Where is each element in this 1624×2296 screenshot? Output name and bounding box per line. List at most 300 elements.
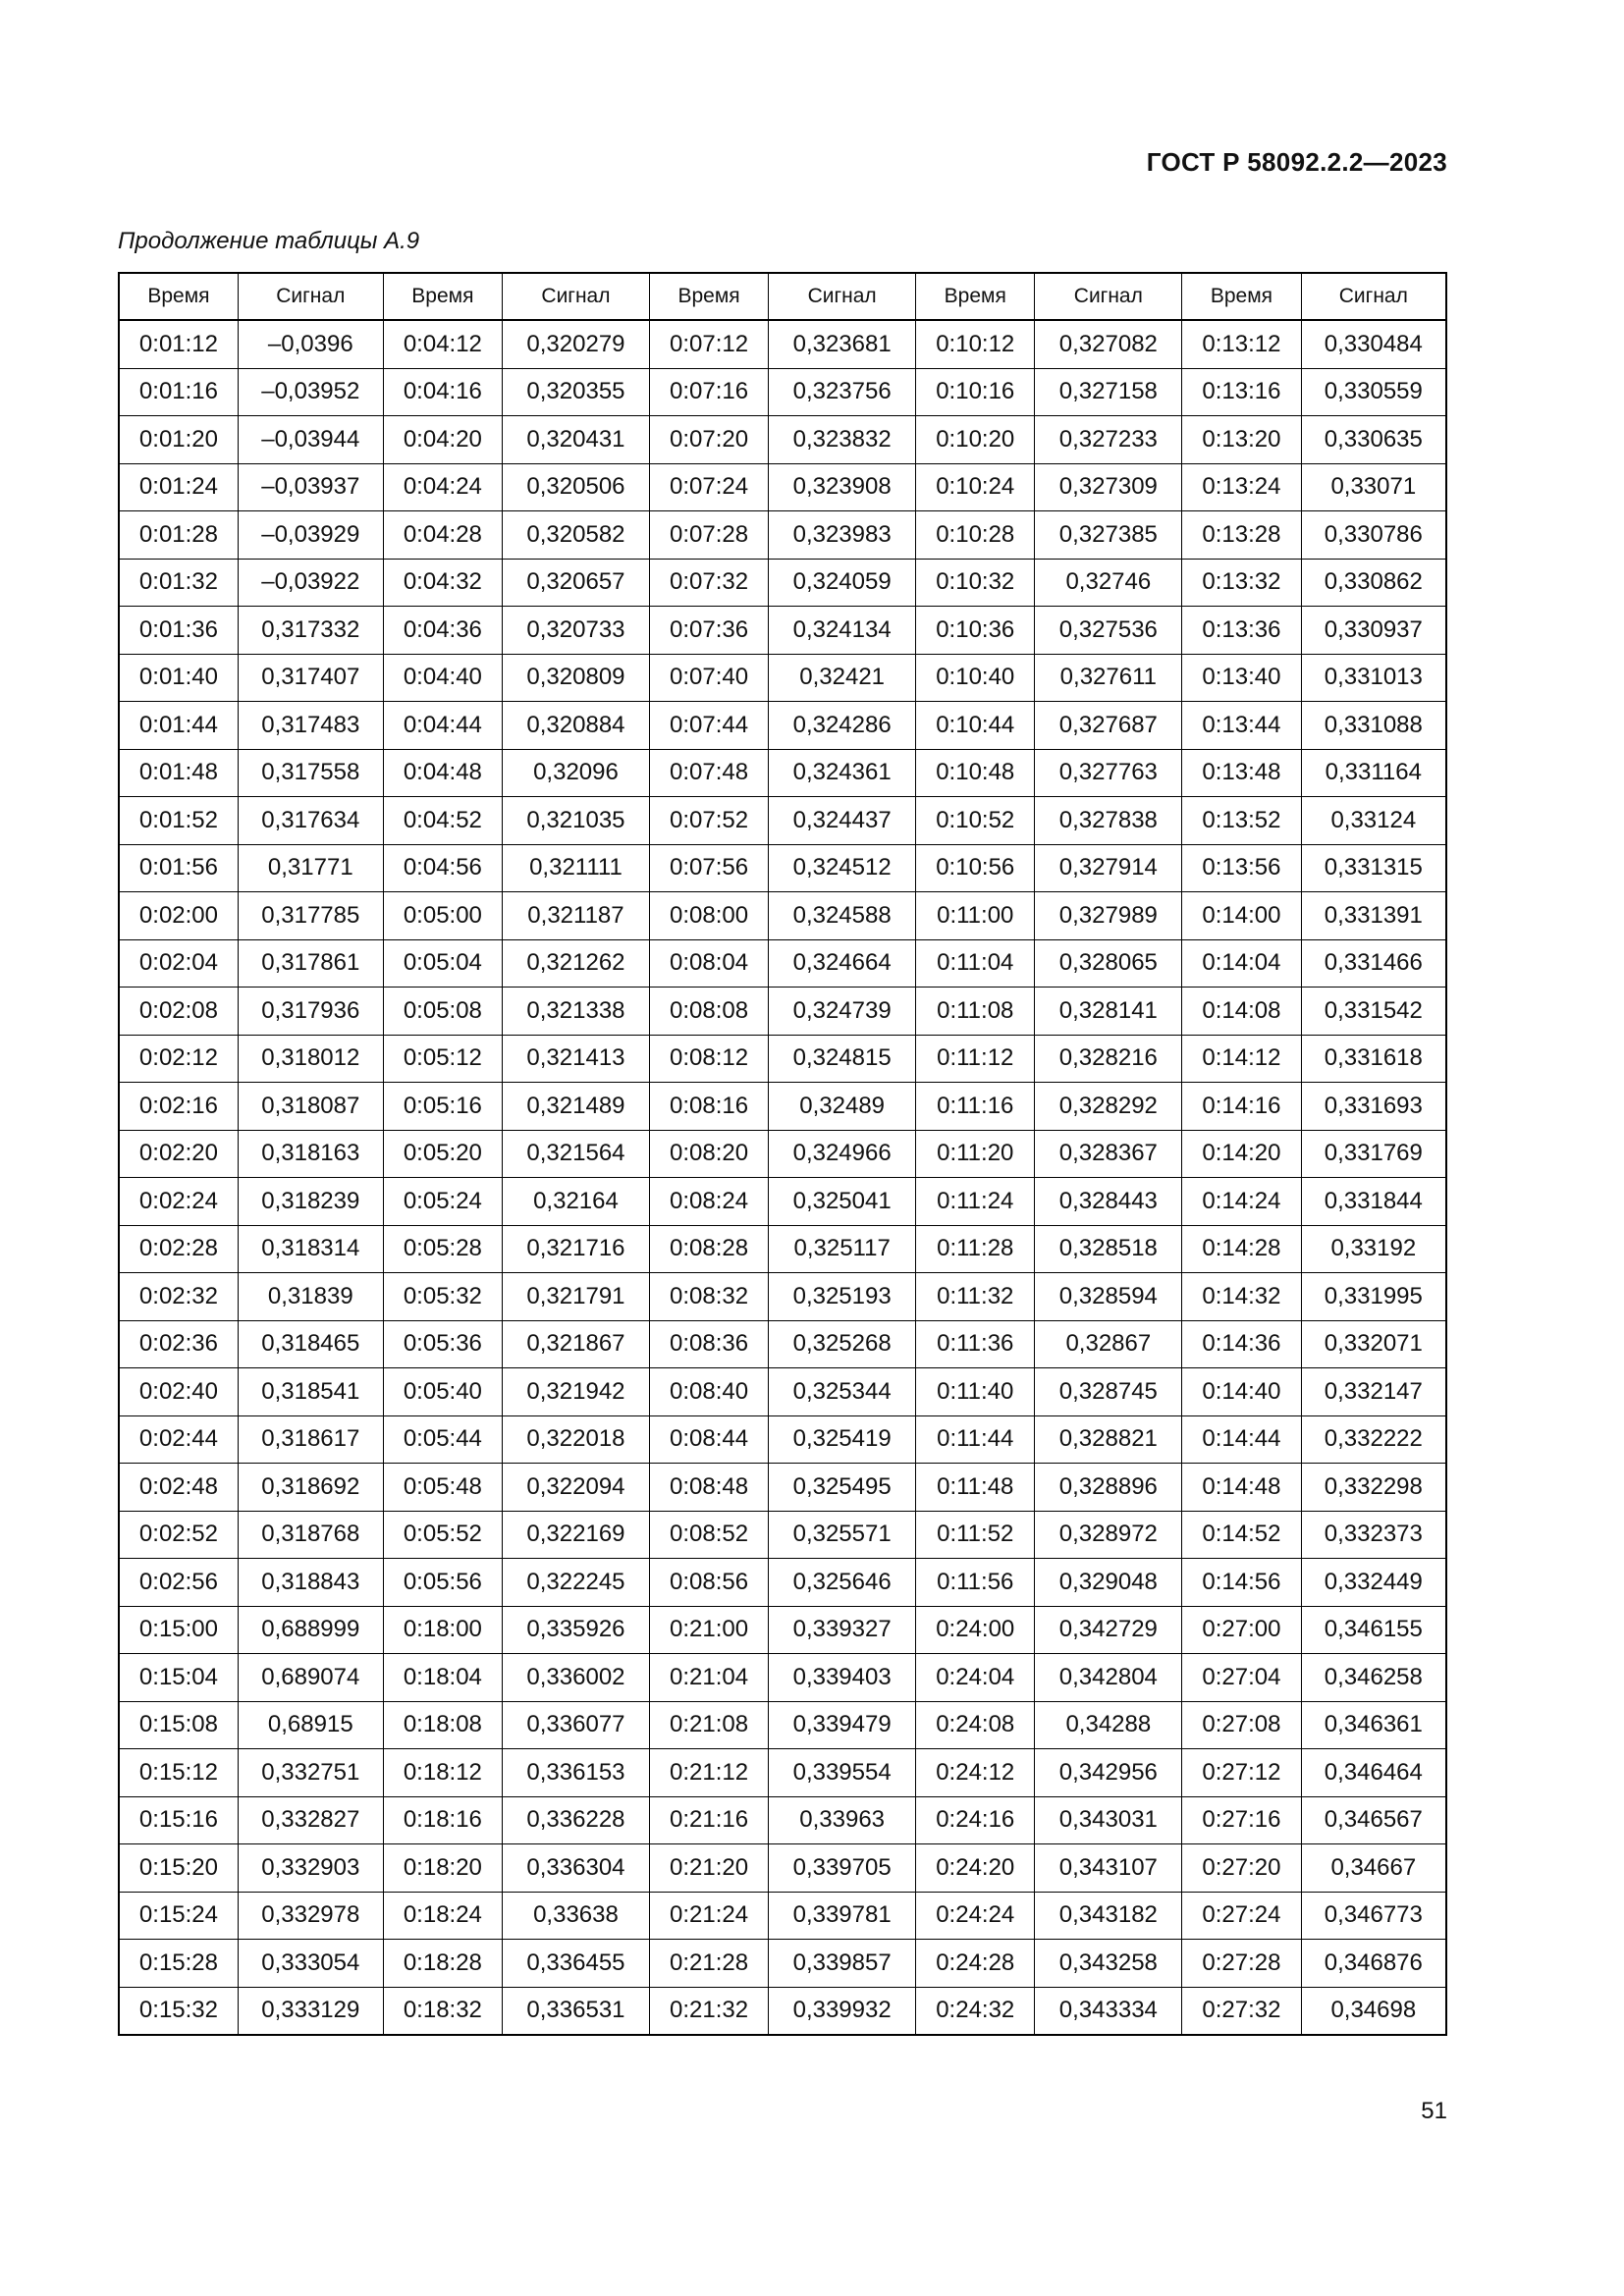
time-cell: 0:08:12 [649, 1035, 768, 1083]
time-cell: 0:10:32 [916, 559, 1035, 607]
signal-cell: 0,322169 [503, 1511, 650, 1559]
signal-cell: 0,331844 [1301, 1178, 1446, 1226]
table-row [119, 463, 1446, 511]
table-row [119, 1940, 1446, 1988]
time-cell: 0:11:24 [916, 1178, 1035, 1226]
signal-cell: 0,346361 [1301, 1701, 1446, 1749]
time-cell: 0:08:36 [649, 1320, 768, 1368]
time-cell: 0:04:56 [383, 844, 502, 892]
time-cell: 0:02:12 [119, 1035, 238, 1083]
time-cell: 0:10:12 [916, 320, 1035, 368]
time-cell: 0:01:12 [119, 320, 238, 368]
time-cell: 0:13:12 [1182, 320, 1301, 368]
signal-cell: 0,325495 [769, 1464, 916, 1512]
table-row [119, 511, 1446, 560]
time-cell: 0:18:12 [383, 1749, 502, 1797]
signal-cell: 0,328065 [1035, 939, 1182, 988]
time-cell: 0:05:56 [383, 1559, 502, 1607]
time-cell: 0:10:36 [916, 607, 1035, 655]
time-cell: 0:11:48 [916, 1464, 1035, 1512]
time-cell: 0:08:16 [649, 1083, 768, 1131]
signal-cell: –0,03944 [238, 416, 383, 464]
time-cell: 0:24:32 [916, 1987, 1035, 2035]
signal-cell: 0,328972 [1035, 1511, 1182, 1559]
column-header-time: Время [916, 273, 1035, 320]
signal-cell: 0,318768 [238, 1511, 383, 1559]
time-cell: 0:21:24 [649, 1892, 768, 1940]
time-cell: 0:27:28 [1182, 1940, 1301, 1988]
signal-cell: 0,321716 [503, 1225, 650, 1273]
time-cell: 0:04:44 [383, 702, 502, 750]
signal-cell: 0,32746 [1035, 559, 1182, 607]
time-cell: 0:13:52 [1182, 797, 1301, 845]
column-header-time: Время [383, 273, 502, 320]
signal-cell: 0,339857 [769, 1940, 916, 1988]
time-cell: 0:18:28 [383, 1940, 502, 1988]
time-cell: 0:07:16 [649, 368, 768, 416]
column-header-signal: Сигнал [1035, 273, 1182, 320]
signal-cell: 0,331995 [1301, 1273, 1446, 1321]
time-cell: 0:13:44 [1182, 702, 1301, 750]
signal-cell: 0,317332 [238, 607, 383, 655]
time-cell: 0:02:32 [119, 1273, 238, 1321]
signal-cell: 0,339781 [769, 1892, 916, 1940]
signal-cell: 0,343107 [1035, 1844, 1182, 1893]
table-row [119, 1796, 1446, 1844]
signal-cell: 0,331013 [1301, 654, 1446, 702]
header-row [119, 273, 1446, 320]
time-cell: 0:07:32 [649, 559, 768, 607]
time-cell: 0:08:44 [649, 1415, 768, 1464]
column-header-signal: Сигнал [1301, 273, 1446, 320]
time-cell: 0:10:48 [916, 749, 1035, 797]
time-cell: 0:01:48 [119, 749, 238, 797]
signal-cell: 0,331391 [1301, 892, 1446, 940]
time-cell: 0:11:28 [916, 1225, 1035, 1273]
time-cell: 0:27:08 [1182, 1701, 1301, 1749]
signal-cell: 0,346567 [1301, 1796, 1446, 1844]
time-cell: 0:11:44 [916, 1415, 1035, 1464]
page-number: 51 [1421, 2098, 1447, 2124]
time-cell: 0:01:24 [119, 463, 238, 511]
signal-cell: 0,343258 [1035, 1940, 1182, 1988]
signal-cell: 0,34667 [1301, 1844, 1446, 1893]
signal-cell: 0,324286 [769, 702, 916, 750]
signal-cell: 0,331466 [1301, 939, 1446, 988]
signal-cell: 0,327385 [1035, 511, 1182, 560]
time-cell: 0:24:08 [916, 1701, 1035, 1749]
signal-cell: 0,327687 [1035, 702, 1182, 750]
time-cell: 0:05:24 [383, 1178, 502, 1226]
table-row [119, 1892, 1446, 1940]
signal-cell: 0,688999 [238, 1606, 383, 1654]
time-cell: 0:27:00 [1182, 1606, 1301, 1654]
time-cell: 0:14:32 [1182, 1273, 1301, 1321]
document-code-header: ГОСТ Р 58092.2.2—2023 [1146, 147, 1447, 177]
time-cell: 0:13:40 [1182, 654, 1301, 702]
time-cell: 0:15:20 [119, 1844, 238, 1893]
time-cell: 0:05:40 [383, 1368, 502, 1416]
table-header [119, 273, 1446, 320]
signal-cell: 0,689074 [238, 1654, 383, 1702]
time-cell: 0:01:56 [119, 844, 238, 892]
time-cell: 0:02:52 [119, 1511, 238, 1559]
table-row [119, 1178, 1446, 1226]
signal-cell: 0,322094 [503, 1464, 650, 1512]
signal-cell: 0,318617 [238, 1415, 383, 1464]
time-cell: 0:07:24 [649, 463, 768, 511]
signal-cell: 0,336077 [503, 1701, 650, 1749]
table-row [119, 1559, 1446, 1607]
signal-cell: 0,325268 [769, 1320, 916, 1368]
time-cell: 0:21:32 [649, 1987, 768, 2035]
time-cell: 0:05:44 [383, 1415, 502, 1464]
signal-cell: 0,325344 [769, 1368, 916, 1416]
signal-cell: 0,339403 [769, 1654, 916, 1702]
time-cell: 0:07:20 [649, 416, 768, 464]
time-cell: 0:10:20 [916, 416, 1035, 464]
time-cell: 0:05:00 [383, 892, 502, 940]
signal-cell: 0,32096 [503, 749, 650, 797]
time-cell: 0:18:20 [383, 1844, 502, 1893]
time-cell: 0:11:12 [916, 1035, 1035, 1083]
time-cell: 0:10:16 [916, 368, 1035, 416]
time-cell: 0:18:16 [383, 1796, 502, 1844]
signal-cell: 0,323908 [769, 463, 916, 511]
signal-cell: 0,321111 [503, 844, 650, 892]
time-cell: 0:15:32 [119, 1987, 238, 2035]
time-cell: 0:11:08 [916, 988, 1035, 1036]
signal-cell: 0,317558 [238, 749, 383, 797]
signal-cell: 0,320431 [503, 416, 650, 464]
table-row [119, 1844, 1446, 1893]
signal-cell: –0,03937 [238, 463, 383, 511]
time-cell: 0:21:04 [649, 1654, 768, 1702]
time-cell: 0:07:44 [649, 702, 768, 750]
signal-cell: 0,339479 [769, 1701, 916, 1749]
signal-cell: 0,332298 [1301, 1464, 1446, 1512]
signal-cell: 0,31839 [238, 1273, 383, 1321]
time-cell: 0:13:16 [1182, 368, 1301, 416]
time-cell: 0:04:52 [383, 797, 502, 845]
table-row [119, 749, 1446, 797]
time-cell: 0:05:32 [383, 1273, 502, 1321]
time-cell: 0:18:08 [383, 1701, 502, 1749]
signal-cell: 0,321867 [503, 1320, 650, 1368]
signal-cell: 0,336455 [503, 1940, 650, 1988]
time-cell: 0:08:40 [649, 1368, 768, 1416]
time-cell: 0:08:52 [649, 1511, 768, 1559]
signal-cell: 0,322245 [503, 1559, 650, 1607]
time-cell: 0:11:00 [916, 892, 1035, 940]
signal-cell: 0,333129 [238, 1987, 383, 2035]
signal-cell: 0,330862 [1301, 559, 1446, 607]
time-cell: 0:27:04 [1182, 1654, 1301, 1702]
table-row [119, 559, 1446, 607]
signal-cell: 0,336531 [503, 1987, 650, 2035]
signal-cell: 0,321489 [503, 1083, 650, 1131]
table-row [119, 1511, 1446, 1559]
signal-cell: 0,321413 [503, 1035, 650, 1083]
time-cell: 0:15:00 [119, 1606, 238, 1654]
signal-cell: 0,343182 [1035, 1892, 1182, 1940]
time-cell: 0:15:28 [119, 1940, 238, 1988]
time-cell: 0:08:56 [649, 1559, 768, 1607]
time-cell: 0:08:32 [649, 1273, 768, 1321]
table-row [119, 988, 1446, 1036]
signal-cell: 0,330937 [1301, 607, 1446, 655]
signal-cell: 0,322018 [503, 1415, 650, 1464]
signal-cell: –0,03922 [238, 559, 383, 607]
signal-cell: 0,31771 [238, 844, 383, 892]
signal-cell: 0,328367 [1035, 1130, 1182, 1178]
time-cell: 0:21:12 [649, 1749, 768, 1797]
time-cell: 0:02:44 [119, 1415, 238, 1464]
signal-cell: 0,324437 [769, 797, 916, 845]
time-cell: 0:05:48 [383, 1464, 502, 1512]
table-row [119, 939, 1446, 988]
time-cell: 0:01:20 [119, 416, 238, 464]
table-row [119, 320, 1446, 368]
time-cell: 0:14:08 [1182, 988, 1301, 1036]
table-row [119, 368, 1446, 416]
signal-cell: 0,339554 [769, 1749, 916, 1797]
signal-cell: 0,320355 [503, 368, 650, 416]
signal-cell: 0,332449 [1301, 1559, 1446, 1607]
signal-cell: 0,332222 [1301, 1415, 1446, 1464]
signal-cell: 0,318163 [238, 1130, 383, 1178]
time-cell: 0:04:28 [383, 511, 502, 560]
table-row [119, 1225, 1446, 1273]
signal-cell: 0,327989 [1035, 892, 1182, 940]
time-cell: 0:11:40 [916, 1368, 1035, 1416]
signal-cell: 0,327611 [1035, 654, 1182, 702]
signal-cell: 0,346258 [1301, 1654, 1446, 1702]
time-cell: 0:27:32 [1182, 1987, 1301, 2035]
table-row [119, 1415, 1446, 1464]
time-cell: 0:11:04 [916, 939, 1035, 988]
column-header-time: Время [119, 273, 238, 320]
signal-cell: 0,328518 [1035, 1225, 1182, 1273]
signal-cell: 0,336002 [503, 1654, 650, 1702]
signal-cell: 0,324966 [769, 1130, 916, 1178]
signal-cell: 0,321942 [503, 1368, 650, 1416]
signal-cell: 0,318692 [238, 1464, 383, 1512]
signal-cell: 0,327082 [1035, 320, 1182, 368]
signal-cell: 0,321035 [503, 797, 650, 845]
signal-cell: 0,331769 [1301, 1130, 1446, 1178]
signal-cell: 0,328821 [1035, 1415, 1182, 1464]
time-cell: 0:15:04 [119, 1654, 238, 1702]
time-cell: 0:14:48 [1182, 1464, 1301, 1512]
signal-cell: –0,0396 [238, 320, 383, 368]
signal-cell: 0,328292 [1035, 1083, 1182, 1131]
signal-cell: 0,331618 [1301, 1035, 1446, 1083]
signal-cell: 0,33638 [503, 1892, 650, 1940]
time-cell: 0:13:36 [1182, 607, 1301, 655]
time-cell: 0:18:24 [383, 1892, 502, 1940]
signal-cell: 0,32164 [503, 1178, 650, 1226]
time-cell: 0:04:40 [383, 654, 502, 702]
signal-cell: 0,34288 [1035, 1701, 1182, 1749]
signal-cell: 0,336304 [503, 1844, 650, 1893]
time-cell: 0:14:40 [1182, 1368, 1301, 1416]
time-cell: 0:01:32 [119, 559, 238, 607]
signal-cell: 0,330484 [1301, 320, 1446, 368]
time-cell: 0:10:24 [916, 463, 1035, 511]
signal-cell: 0,328594 [1035, 1273, 1182, 1321]
signal-cell: 0,328896 [1035, 1464, 1182, 1512]
signal-cell: 0,330786 [1301, 511, 1446, 560]
time-cell: 0:13:28 [1182, 511, 1301, 560]
column-header-time: Время [649, 273, 768, 320]
time-cell: 0:07:56 [649, 844, 768, 892]
time-cell: 0:01:52 [119, 797, 238, 845]
table-row [119, 892, 1446, 940]
time-cell: 0:14:16 [1182, 1083, 1301, 1131]
signal-cell: 0,320733 [503, 607, 650, 655]
signal-cell: 0,321338 [503, 988, 650, 1036]
signal-cell: 0,327838 [1035, 797, 1182, 845]
time-cell: 0:18:32 [383, 1987, 502, 2035]
time-cell: 0:27:12 [1182, 1749, 1301, 1797]
signal-cell: 0,346876 [1301, 1940, 1446, 1988]
signal-cell: 0,68915 [238, 1701, 383, 1749]
time-cell: 0:02:08 [119, 988, 238, 1036]
time-cell: 0:13:32 [1182, 559, 1301, 607]
time-cell: 0:13:48 [1182, 749, 1301, 797]
time-cell: 0:24:00 [916, 1606, 1035, 1654]
signal-cell: 0,331315 [1301, 844, 1446, 892]
time-cell: 0:14:52 [1182, 1511, 1301, 1559]
time-cell: 0:01:16 [119, 368, 238, 416]
time-cell: 0:02:04 [119, 939, 238, 988]
signal-cell: 0,320884 [503, 702, 650, 750]
table-row [119, 1749, 1446, 1797]
time-cell: 0:02:24 [119, 1178, 238, 1226]
time-cell: 0:11:32 [916, 1273, 1035, 1321]
signal-cell: 0,33192 [1301, 1225, 1446, 1273]
signal-cell: 0,321791 [503, 1273, 650, 1321]
time-cell: 0:08:08 [649, 988, 768, 1036]
signal-cell: 0,317785 [238, 892, 383, 940]
signal-cell: 0,318541 [238, 1368, 383, 1416]
signal-cell: 0,331693 [1301, 1083, 1446, 1131]
signal-cell: 0,324512 [769, 844, 916, 892]
signal-cell: 0,32867 [1035, 1320, 1182, 1368]
signal-cell: 0,318465 [238, 1320, 383, 1368]
signal-cell: 0,317936 [238, 988, 383, 1036]
time-cell: 0:15:16 [119, 1796, 238, 1844]
signal-cell: 0,324134 [769, 607, 916, 655]
signal-cell: 0,325117 [769, 1225, 916, 1273]
signal-cell: 0,342804 [1035, 1654, 1182, 1702]
signal-cell: 0,332373 [1301, 1511, 1446, 1559]
signal-cell: 0,320582 [503, 511, 650, 560]
signal-cell: 0,325646 [769, 1559, 916, 1607]
time-cell: 0:05:20 [383, 1130, 502, 1178]
signal-cell: 0,332903 [238, 1844, 383, 1893]
signal-cell: 0,324739 [769, 988, 916, 1036]
time-cell: 0:01:36 [119, 607, 238, 655]
time-cell: 0:10:44 [916, 702, 1035, 750]
signal-cell: 0,318314 [238, 1225, 383, 1273]
signal-cell: 0,327763 [1035, 749, 1182, 797]
signal-cell: 0,317407 [238, 654, 383, 702]
signal-cell: 0,336153 [503, 1749, 650, 1797]
signal-cell: 0,318843 [238, 1559, 383, 1607]
time-cell: 0:18:04 [383, 1654, 502, 1702]
signal-cell: 0,339327 [769, 1606, 916, 1654]
signal-cell: 0,33963 [769, 1796, 916, 1844]
signal-cell: 0,330559 [1301, 368, 1446, 416]
signal-cell: 0,327233 [1035, 416, 1182, 464]
table-row [119, 1987, 1446, 2035]
signal-cell: 0,329048 [1035, 1559, 1182, 1607]
signal-cell: 0,325041 [769, 1178, 916, 1226]
signal-cell: 0,336228 [503, 1796, 650, 1844]
table-row [119, 1701, 1446, 1749]
time-cell: 0:14:44 [1182, 1415, 1301, 1464]
column-header-signal: Сигнал [769, 273, 916, 320]
time-cell: 0:04:16 [383, 368, 502, 416]
signal-cell: 0,320809 [503, 654, 650, 702]
signal-cell: 0,346155 [1301, 1606, 1446, 1654]
time-cell: 0:24:24 [916, 1892, 1035, 1940]
signal-cell: 0,331542 [1301, 988, 1446, 1036]
time-cell: 0:08:48 [649, 1464, 768, 1512]
time-cell: 0:27:20 [1182, 1844, 1301, 1893]
signal-cell: 0,324361 [769, 749, 916, 797]
time-cell: 0:10:40 [916, 654, 1035, 702]
signal-cell: 0,331088 [1301, 702, 1446, 750]
time-cell: 0:14:20 [1182, 1130, 1301, 1178]
signal-cell: 0,323756 [769, 368, 916, 416]
time-cell: 0:04:12 [383, 320, 502, 368]
table-row [119, 702, 1446, 750]
time-cell: 0:14:28 [1182, 1225, 1301, 1273]
time-cell: 0:04:36 [383, 607, 502, 655]
time-cell: 0:05:36 [383, 1320, 502, 1368]
time-cell: 0:08:00 [649, 892, 768, 940]
signal-cell: 0,328745 [1035, 1368, 1182, 1416]
time-cell: 0:10:52 [916, 797, 1035, 845]
signal-cell: 0,335926 [503, 1606, 650, 1654]
time-cell: 0:24:28 [916, 1940, 1035, 1988]
table-row [119, 1368, 1446, 1416]
table-row [119, 797, 1446, 845]
time-cell: 0:14:00 [1182, 892, 1301, 940]
table-row [119, 416, 1446, 464]
signal-cell: 0,327158 [1035, 368, 1182, 416]
signal-cell: 0,321187 [503, 892, 650, 940]
time-cell: 0:04:48 [383, 749, 502, 797]
signal-cell: 0,328216 [1035, 1035, 1182, 1083]
signal-cell: 0,34698 [1301, 1987, 1446, 2035]
time-cell: 0:11:52 [916, 1511, 1035, 1559]
signal-cell: 0,323681 [769, 320, 916, 368]
time-cell: 0:24:12 [916, 1749, 1035, 1797]
signal-cell: 0,346773 [1301, 1892, 1446, 1940]
table-row [119, 607, 1446, 655]
time-cell: 0:05:52 [383, 1511, 502, 1559]
time-cell: 0:04:20 [383, 416, 502, 464]
signal-cell: 0,333054 [238, 1940, 383, 1988]
table-row [119, 1083, 1446, 1131]
signal-cell: 0,332147 [1301, 1368, 1446, 1416]
time-cell: 0:10:28 [916, 511, 1035, 560]
time-cell: 0:18:00 [383, 1606, 502, 1654]
